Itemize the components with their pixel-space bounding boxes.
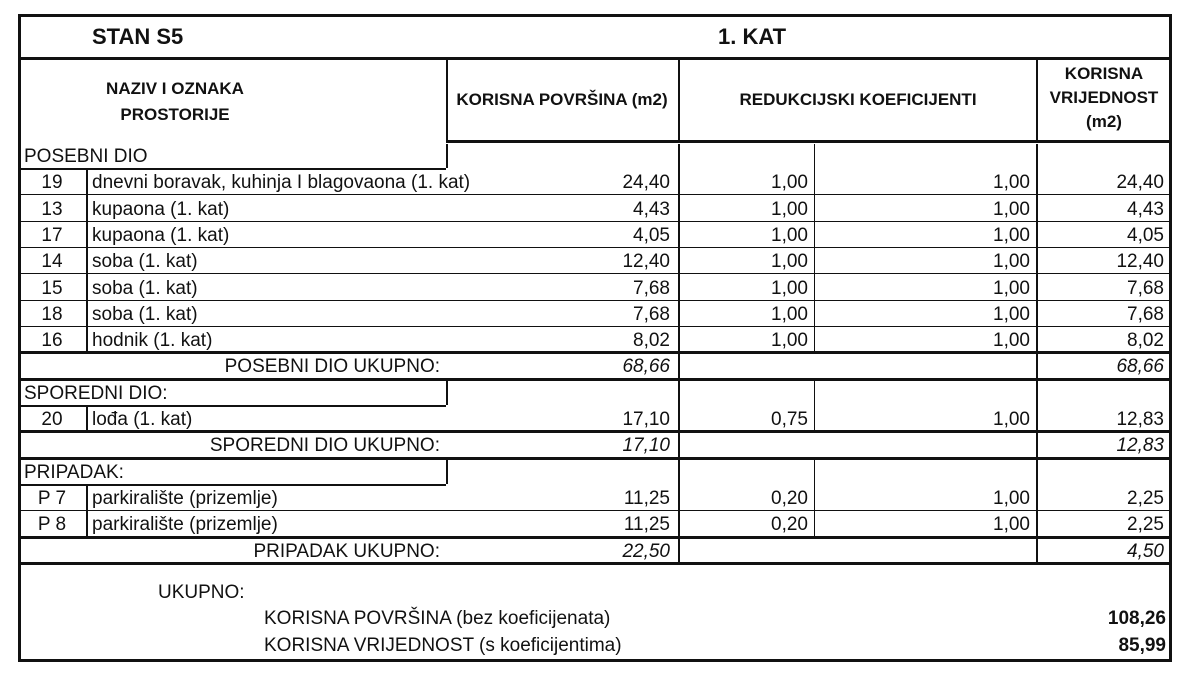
header-rule (18, 57, 1172, 60)
row-value: 24,40 (1116, 172, 1164, 194)
row-value: 2,25 (1127, 487, 1164, 509)
summary-value-value: 85,99 (1118, 635, 1166, 656)
row-value: 4,05 (1127, 224, 1164, 246)
row-value: 7,68 (1127, 303, 1164, 325)
row-name: parkiralište (prizemlje) (92, 514, 278, 536)
unit-title: STAN S5 (92, 24, 184, 49)
row-coef-1: 0,20 (771, 514, 808, 536)
row-name: soba (1. kat) (92, 277, 198, 299)
col-header-area: KORISNA POVRŠINA (m2) (456, 90, 668, 109)
row-id: P 8 (37, 514, 67, 536)
row-coef-1: 1,00 (771, 198, 808, 220)
row-id: P 7 (37, 487, 67, 509)
row-name: hodnik (1. kat) (92, 330, 213, 352)
row-area: 11,25 (623, 487, 670, 509)
row-id: 16 (41, 330, 63, 352)
col-rule (86, 484, 88, 537)
row-name: kupaona (1. kat) (92, 224, 230, 246)
row-area: 4,43 (633, 198, 670, 220)
row-name: kupaona (1. kat) (92, 198, 230, 220)
row-id: 14 (41, 251, 63, 273)
row-coef-1: 1,00 (771, 277, 808, 299)
row-id: 20 (41, 409, 63, 430)
subtotal-value: 4,50 (1127, 540, 1164, 562)
section-title: PRIPADAK: (24, 461, 124, 483)
row-coef-1: 1,00 (771, 224, 808, 246)
subtotal-label: POSEBNI DIO UKUPNO: (224, 356, 440, 378)
row-area: 7,68 (633, 303, 670, 325)
row-coef-2: 1,00 (993, 198, 1030, 220)
row-value: 2,25 (1127, 514, 1164, 536)
row-id: 19 (41, 172, 63, 194)
row-value: 8,02 (1127, 330, 1164, 352)
row-area: 24,40 (622, 172, 670, 194)
section-title: POSEBNI DIO (24, 146, 148, 167)
col-header-name: NAZIV I OZNAKA PROSTORIJE (106, 79, 244, 124)
row-coef-2: 1,00 (993, 251, 1030, 273)
col-rule (446, 144, 448, 168)
row-area: 11,25 (623, 514, 670, 536)
row-coef-1: 0,20 (771, 487, 808, 509)
col-rule (446, 381, 448, 405)
row-coef-2: 1,00 (993, 409, 1030, 430)
subtotal-area: 22,50 (622, 540, 670, 562)
subtotal-value: 12,83 (1116, 435, 1164, 457)
subtotal-area: 68,66 (622, 356, 670, 378)
row-coef-2: 1,00 (993, 514, 1030, 536)
row-coef-2: 1,00 (993, 487, 1030, 509)
row-coef-1: 1,00 (771, 251, 808, 273)
summary-area-label: KORISNA POVRŠINA (bez koeficijenata) (264, 608, 611, 629)
row-coef-2: 1,00 (993, 330, 1030, 352)
row-name: dnevni boravak, kuhinja I blagovaona (1. kat) (92, 172, 471, 194)
row-name: lođa (1. kat) (92, 409, 193, 430)
col-header-value: KORISNA VRIJEDNOST (m2) (1049, 64, 1159, 131)
subtotal-value: 68,66 (1116, 356, 1164, 378)
col-header-coef: REDUKCIJSKI KOEFICIJENTI (739, 90, 977, 109)
row-area: 17,10 (622, 409, 670, 430)
row-coef-1: 1,00 (771, 303, 808, 325)
summary-value-label: KORISNA VRIJEDNOST (s koeficijentima) (264, 635, 622, 656)
row-id: 15 (41, 277, 63, 299)
col-rule (678, 59, 680, 140)
header-rule (446, 140, 1172, 143)
row-name: soba (1. kat) (92, 251, 198, 273)
row-id: 18 (41, 303, 63, 325)
row-name: parkiralište (prizemlje) (92, 487, 278, 509)
row-coef-2: 1,00 (993, 224, 1030, 246)
subtotal-label: SPOREDNI DIO UKUPNO: (209, 435, 440, 457)
row-coef-2: 1,00 (993, 277, 1030, 299)
subtotal-label: PRIPADAK UKUPNO: (253, 540, 440, 562)
col-rule (446, 59, 448, 140)
col-rule (86, 168, 88, 352)
row-area: 7,68 (633, 277, 670, 299)
row-coef-1: 1,00 (771, 330, 808, 352)
subtotal-area: 17,10 (622, 435, 670, 457)
row-id: 17 (41, 224, 63, 246)
col-rule (678, 354, 680, 378)
row-id: 13 (41, 198, 63, 220)
row-value: 12,40 (1116, 251, 1164, 273)
row-coef-2: 1,00 (993, 172, 1030, 194)
row-coef-1: 0,75 (771, 409, 808, 430)
row-value: 4,43 (1127, 198, 1164, 220)
row-name: soba (1. kat) (92, 303, 198, 325)
summary-area-value: 108,26 (1107, 608, 1166, 629)
col-rule (678, 433, 680, 457)
row-area: 12,40 (622, 251, 670, 273)
section-title: SPOREDNI DIO: (24, 382, 168, 404)
row-coef-2: 1,00 (993, 303, 1030, 325)
col-rule (1036, 59, 1038, 140)
col-rule (86, 405, 88, 431)
col-rule (678, 539, 680, 563)
row-value: 12,83 (1116, 409, 1164, 430)
row-area: 8,02 (633, 330, 670, 352)
row-value: 7,68 (1127, 277, 1164, 299)
col-rule (446, 460, 448, 484)
floor-title: 1. KAT (718, 24, 787, 49)
row-area: 4,05 (633, 224, 670, 246)
summary-title: UKUPNO: (158, 582, 245, 603)
row-coef-1: 1,00 (771, 172, 808, 194)
